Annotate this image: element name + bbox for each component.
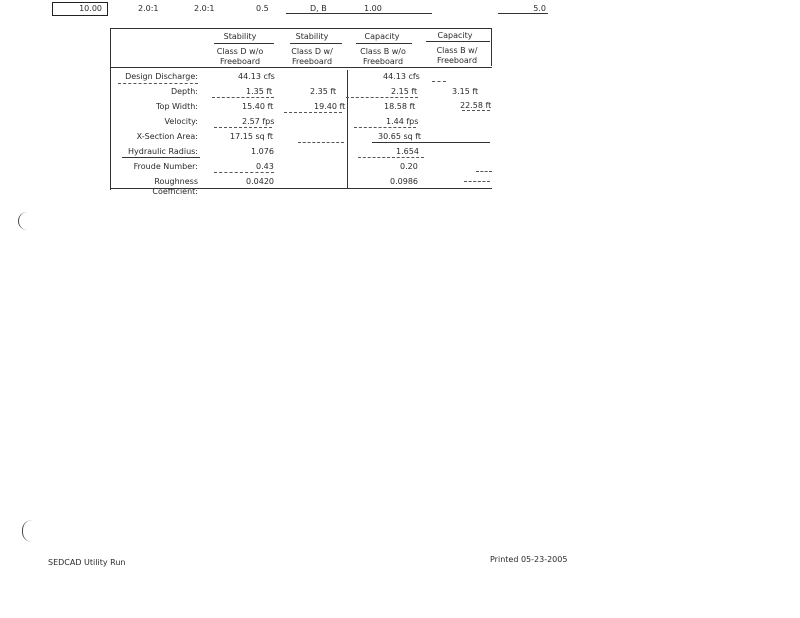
row-0-rule xyxy=(118,83,198,85)
top-value-4: 0.5 xyxy=(256,4,269,13)
footer-left-text: SEDCAD Utility Run xyxy=(48,558,126,567)
row-4-rule xyxy=(298,142,344,144)
row-3-col-3: 1.44 fps xyxy=(386,117,419,126)
row-2-col-1: 15.40 ft xyxy=(242,102,274,111)
column-4-freeboard: Freeboard xyxy=(436,56,478,65)
top-underline-3 xyxy=(498,13,548,14)
row-7-col-3: 0.0986 xyxy=(390,177,418,186)
column-4-title: Capacity xyxy=(437,31,473,40)
row-5-col-3: 1.654 xyxy=(396,147,419,156)
row-6-rule-b xyxy=(476,171,492,173)
row-label-top-width: Top Width: xyxy=(156,102,198,111)
row-label-hydraulic-radius: Hydraulic Radius: xyxy=(128,147,198,156)
row-0-rule-b xyxy=(432,81,446,83)
row-2-col-3: 18.58 ft xyxy=(384,102,416,111)
row-0-col-3: 44.13 cfs xyxy=(383,72,420,81)
table-column-divider xyxy=(347,70,348,188)
row-label-froude-number: Froude Number: xyxy=(133,162,198,171)
row-7-rule-b xyxy=(464,181,490,183)
row-7-col-1: 0.0420 xyxy=(246,177,274,186)
row-1-rule xyxy=(212,97,274,99)
row-2-col-2: 19.40 ft xyxy=(314,102,346,111)
row-5-rule xyxy=(122,157,200,158)
row-1-col-2: 2.35 ft xyxy=(310,87,337,96)
header-rule-1 xyxy=(214,43,274,44)
row-6-rule xyxy=(214,172,274,174)
row-3-col-1: 2.57 fps xyxy=(242,117,275,126)
row-0-col-1: 44.13 cfs xyxy=(238,72,275,81)
top-value-7: 5.0 xyxy=(533,4,546,13)
row-2-rule xyxy=(284,112,342,114)
header-rule-4 xyxy=(426,41,490,42)
table-top-border xyxy=(110,28,492,29)
top-underline-1 xyxy=(286,13,346,14)
row-1-col-4: 3.15 ft xyxy=(452,87,479,96)
row-5-rule-b xyxy=(358,157,424,159)
row-1-col-3: 2.15 ft xyxy=(391,87,418,96)
row-label-velocity: Velocity: xyxy=(164,117,198,126)
column-2-title: Stability xyxy=(295,32,329,41)
header-rule-3 xyxy=(356,43,412,44)
column-1-title: Stability xyxy=(223,32,257,41)
row-1-rule-b xyxy=(346,97,418,99)
row-6-col-3: 0.20 xyxy=(400,162,418,171)
top-value-2: 2.0:1 xyxy=(138,4,159,13)
column-1-subtitle: Class D w/o xyxy=(216,47,264,56)
row-4-col-1: 17.15 sq ft xyxy=(230,132,274,141)
row-5-col-1: 1.076 xyxy=(251,147,274,156)
table-header-divider xyxy=(110,67,492,68)
row-label-roughness-coefficient: Roughness Coefficient: xyxy=(152,177,198,196)
row-2-rule-b xyxy=(462,110,490,112)
column-4-subtitle: Class B w/ xyxy=(436,46,478,55)
row-1-col-1: 1.35 ft xyxy=(246,87,273,96)
column-2-freeboard: Freeboard xyxy=(291,57,333,66)
top-value-5: D, B xyxy=(310,4,327,13)
row-2-col-4: 22.58 ft xyxy=(460,101,492,110)
row-3-rule-b xyxy=(354,127,416,129)
row-3-rule xyxy=(214,127,272,129)
top-value-1: 10.00 xyxy=(79,4,102,13)
column-3-title: Capacity xyxy=(364,32,400,41)
row-label-design-discharge: Design Discharge: xyxy=(125,72,198,81)
row-4-rule-b xyxy=(372,142,490,143)
column-3-subtitle: Class B w/o xyxy=(360,47,406,56)
header-rule-2 xyxy=(290,43,342,44)
top-value-6: 1.00 xyxy=(364,4,382,13)
column-1-freeboard: Freeboard xyxy=(219,57,261,66)
footer-right-text: Printed 05-23-2005 xyxy=(490,555,568,564)
top-underline-2 xyxy=(340,13,432,14)
top-value-3: 2.0:1 xyxy=(194,4,215,13)
row-6-col-1: 0.43 xyxy=(256,162,274,171)
binder-hole-mark-bottom xyxy=(22,520,33,542)
binder-hole-mark-top xyxy=(18,212,29,230)
table-right-border xyxy=(491,28,492,66)
column-2-subtitle: Class D w/ xyxy=(291,47,333,56)
row-label-x-section-area: X-Section Area: xyxy=(136,132,198,141)
column-3-freeboard: Freeboard xyxy=(362,57,404,66)
row-label-depth: Depth: xyxy=(170,87,198,96)
row-4-col-3: 30.65 sq ft xyxy=(378,132,422,141)
